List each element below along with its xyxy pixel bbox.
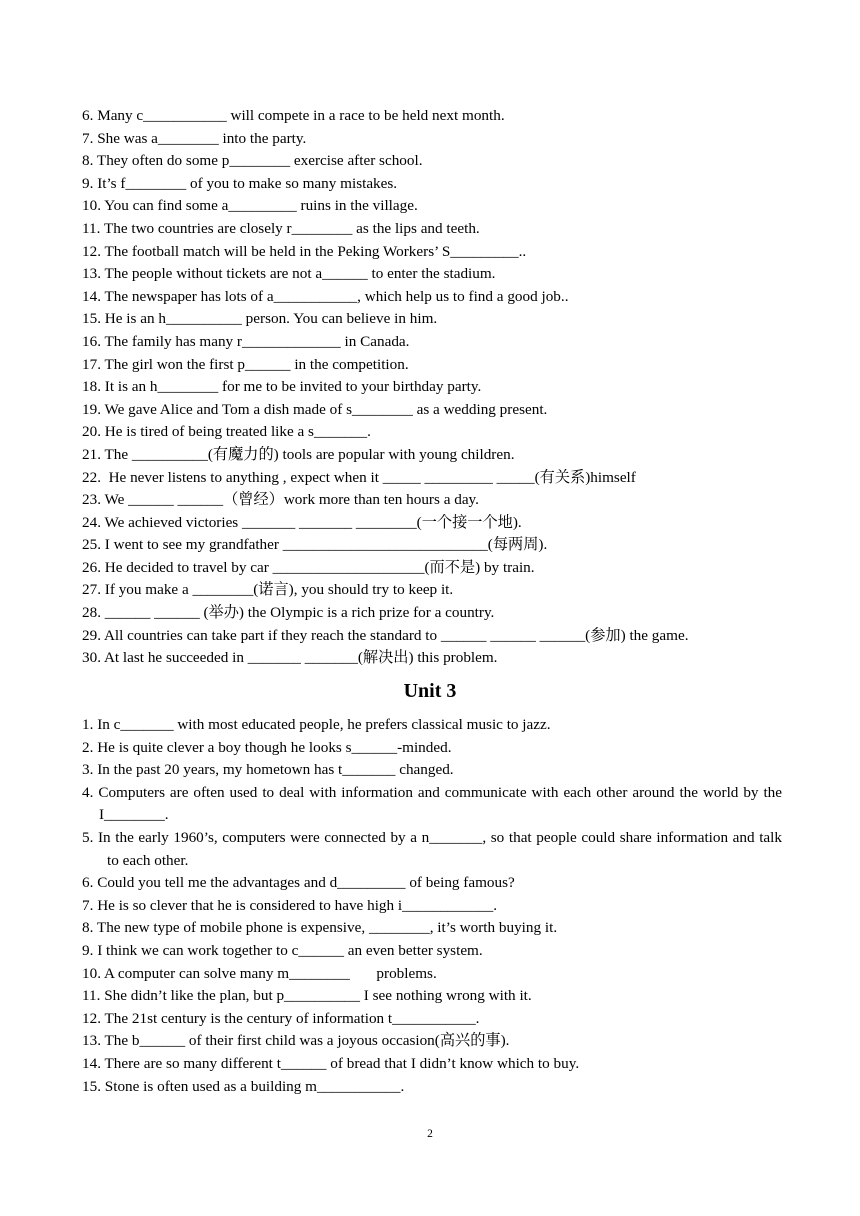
exercise-item: 20. He is tired of being treated like a s_______. [82, 423, 371, 441]
exercise-item: 17. The girl won the first p______ in the competition. [82, 355, 409, 373]
exercise-item: 14. There are so many different t______ of bread that I didn’t know which to buy. [82, 1054, 580, 1072]
exercise-item: 16. The family has many r_____________ in Canada. [82, 332, 410, 350]
exercise-item: 28. ______ ______ (举办) the Olympic is a rich prize for a country. [82, 604, 495, 622]
exercise-item: 12. The football match will be held in the Peking Workers’ S_________.. [82, 242, 527, 260]
exercise-item: 11. She didn’t like the plan, but p__________ I see nothing wrong with it. [82, 987, 532, 1005]
exercise-item: 19. We gave Alice and Tom a dish made of s________ as a wedding present. [82, 400, 548, 418]
exercise-item: 8. They often do some p________ exercise after school. [82, 152, 423, 170]
exercise-item: 25. I went to see my grandfather ___________________________(每两周). [82, 536, 548, 554]
exercise-item: 1. In c_______ with most educated people, he prefers classical music to jazz. [82, 716, 551, 733]
exercise-item: 26. He decided to travel by car ____________________(而不是) by train. [82, 558, 535, 576]
page-number: 2 [427, 1128, 433, 1140]
exercise-item: 7. He is so clever that he is considered to have high i____________. [82, 896, 498, 914]
exercise-item: 5. In the early 1960’s, computers were connected by a n_______, so that people could share information and talk to each other. [82, 828, 782, 869]
exercise-item: 30. At last he succeeded in _______ _______(解决出) this problem. [82, 649, 498, 667]
exercise-item: 24. We achieved victories _______ _______ ________(一个接一个地). [82, 513, 522, 531]
exercise-list-part1 [82, 105, 782, 670]
exercise-item: 6. Many c___________ will compete in a race to be held next month. [82, 107, 505, 124]
exercise-item: 15. He is an h__________ person. You can believe in him. [82, 310, 438, 328]
exercise-item: 13. The b______ of their first child was a joyous occasion(高兴的事). [82, 1032, 510, 1050]
exercise-item: 6. Could you tell me the advantages and d_________ of being famous? [82, 874, 515, 892]
exercise-item: 12. The 21st century is the century of information t___________. [82, 1009, 480, 1027]
exercise-item: 9. It’s f________ of you to make so many mistakes. [82, 174, 398, 192]
exercise-item: 2. He is quite clever a boy though he looks s______-minded. [82, 738, 452, 756]
exercise-list-part2 [82, 714, 782, 1098]
exercise-item: 22. He never listens to anything , expect when it _____ _________ _____(有关系)himself [82, 468, 636, 486]
exercise-item: 29. All countries can take part if they reach the standard to ______ ______ ______(参加) the game. [82, 626, 689, 644]
exercise-item: 7. She was a________ into the party. [82, 129, 307, 147]
exercise-item: 21. The __________(有魔力的) tools are popular with young children. [82, 445, 515, 463]
exercise-item: 10. A computer can solve many m________ problems. [82, 964, 437, 982]
exercise-item: 4. Computers are often used to deal with information and communicate with each other around the world by the I________. [82, 783, 782, 824]
exercise-item: 9. I think we can work together to c______ an even better system. [82, 941, 483, 959]
exercise-item: 8. The new type of mobile phone is expensive, ________, it’s worth buying it. [82, 919, 558, 937]
exercise-item: 15. Stone is often used as a building m___________. [82, 1077, 405, 1095]
exercise-item: 23. We ______ ______（曾经）work more than ten hours a day. [82, 491, 479, 509]
exercise-item: 27. If you make a ________(诺言), you should try to keep it. [82, 581, 454, 599]
unit-heading: Unit 3 [403, 680, 457, 702]
exercise-item: 10. You can find some a_________ ruins in the village. [82, 197, 418, 215]
exercise-item: 14. The newspaper has lots of a___________, which help us to find a good job.. [82, 287, 569, 305]
exercise-item: 3. In the past 20 years, my hometown has t_______ changed. [82, 761, 454, 779]
exercise-item: 18. It is an h________ for me to be invited to your birthday party. [82, 378, 482, 396]
exercise-item: 13. The people without tickets are not a______ to enter the stadium. [82, 265, 496, 283]
exercise-item: 11. The two countries are closely r________ as the lips and teeth. [82, 219, 480, 237]
